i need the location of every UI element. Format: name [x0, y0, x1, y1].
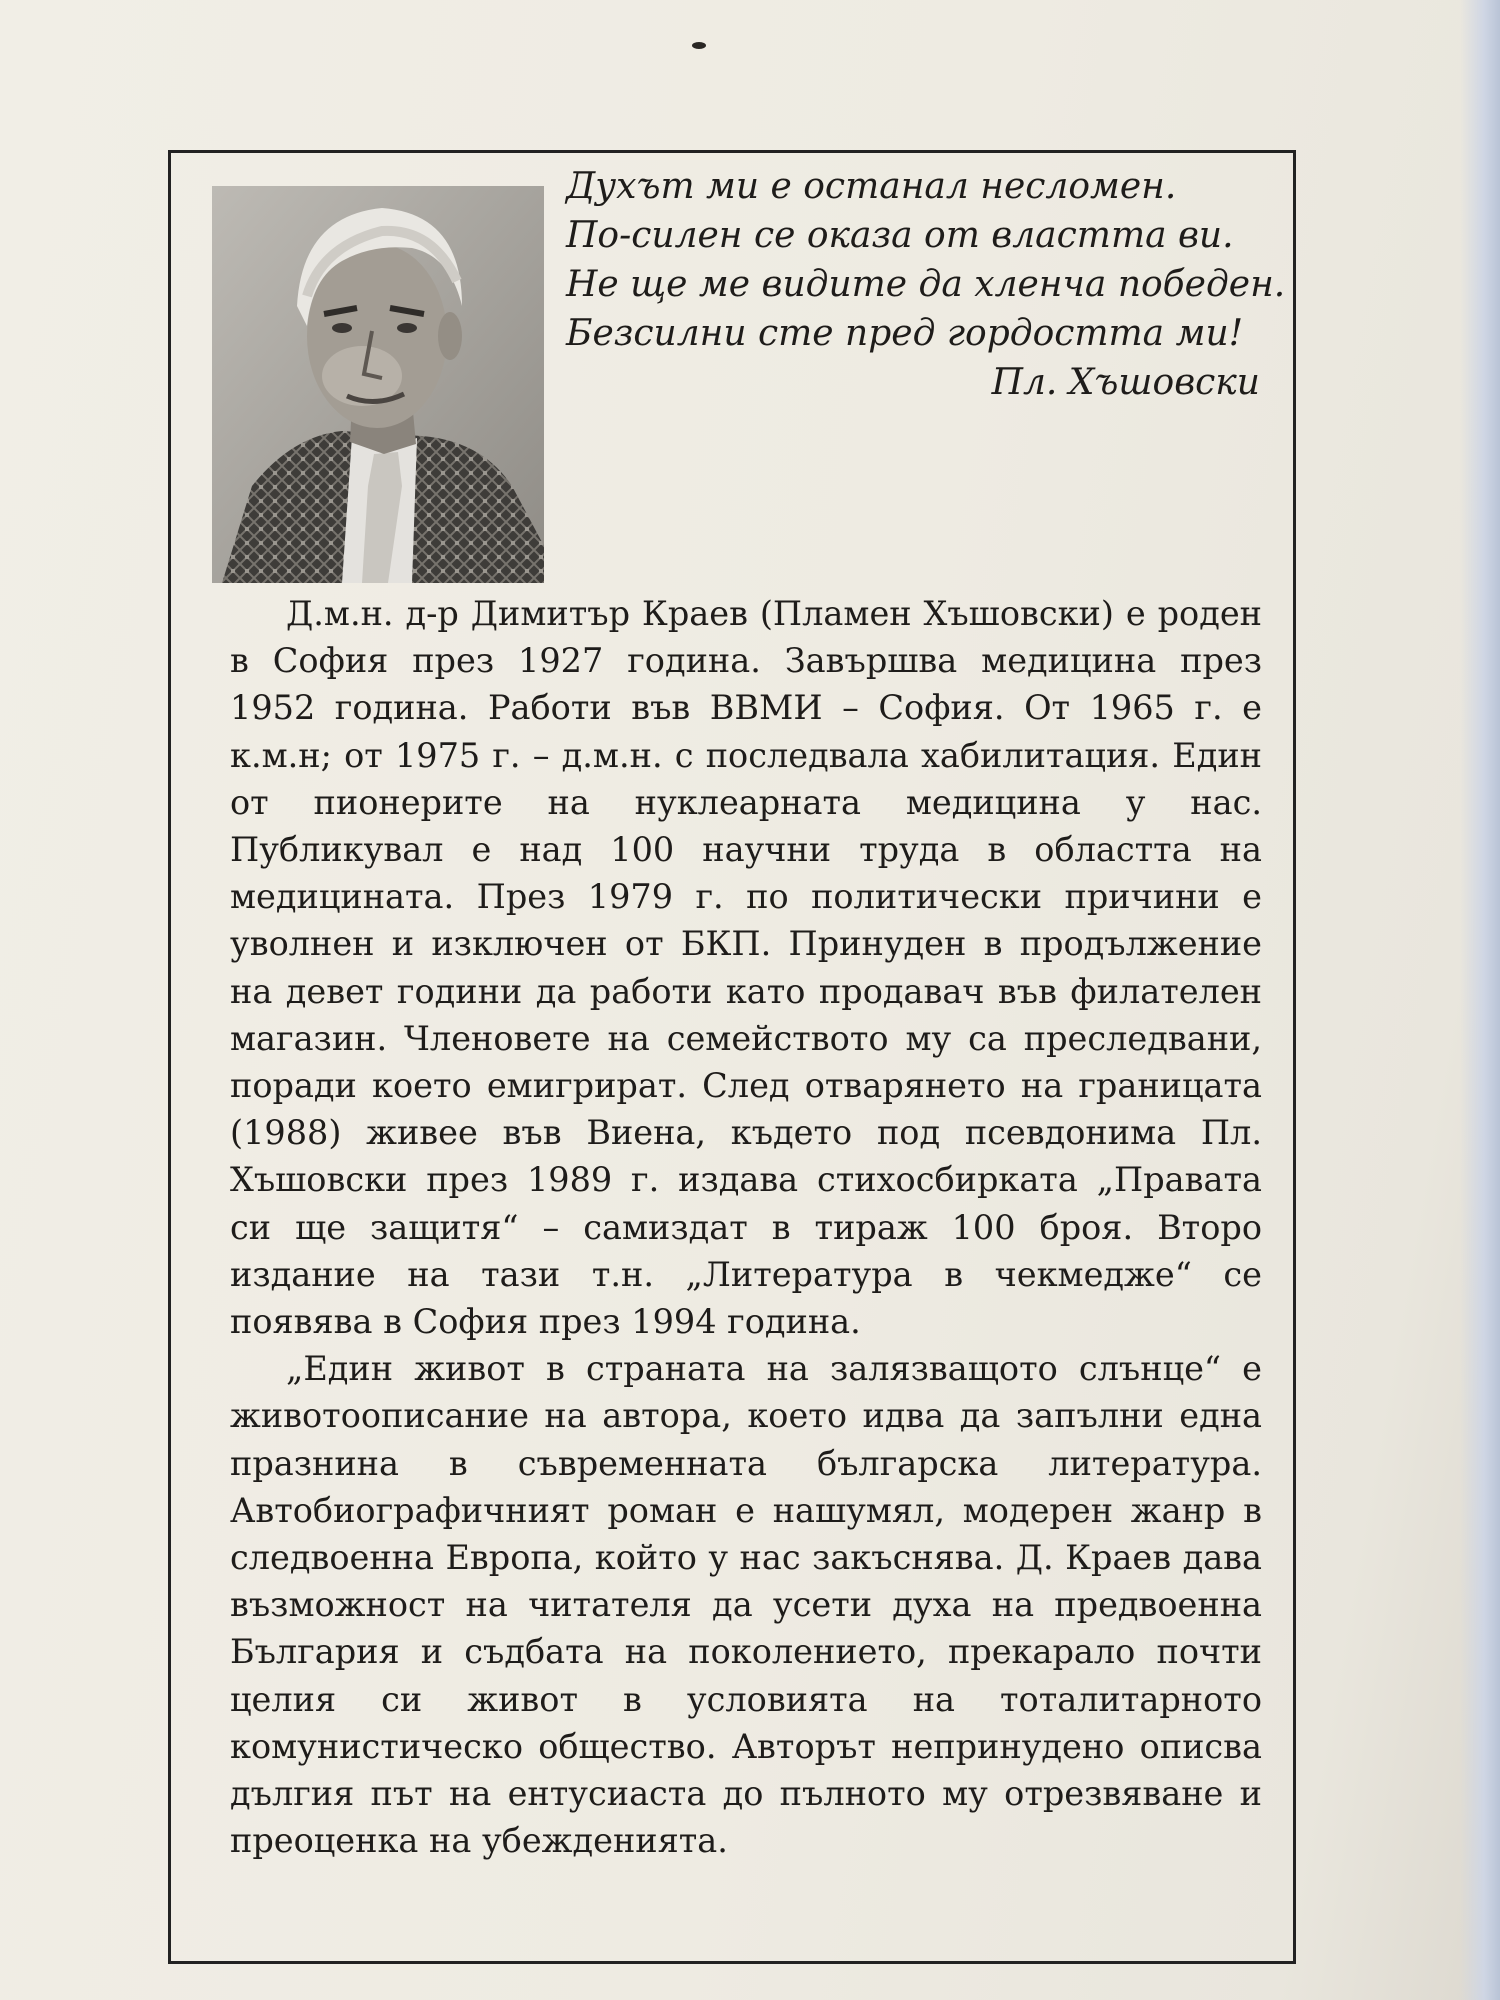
biography-paragraph: „Един живот в страната на залязващото слънце“ е животоописание на автора, което идва да запълни една празнина в съвременната българска литература. Автобиографичният роман е нашумял, модерен жанр в следвоенна Европа, който у нас закъснява. Д. Краев дава възможност на читателя да усети духа на предвоенна България и съдбата на поколението, прекарало почти целия си живот в условията на тоталитарното комунистическо общество. Авторът непринудено описва дългия път на ентусиаста до пълното му отрезвяване и преоценка на убежденията.: [230, 1349, 1262, 1861]
page-edge-stain: [1460, 0, 1500, 2000]
biography-paragraph: Д.м.н. д-р Димитър Краев (Пламен Хъшовски) е роден в София през 1927 година. Завършва медицина през 1952 година. Работи във ВВМИ – София. От 1965 г. е к.м.н; от 1975 г. – д.м.н. с последвала хабилитация. Един от пионерите на нуклеарната медицина у нас. Публикувал е над 100 научни труда в областта на медицината. През 1979 г. по политически причини е уволнен и изключен от БКП. Принуден в продължение на девет години да работи като продавач във филателен магазин. Членовете на семейството му са преследвани, поради което емигрират. След отварянето на границата (1988) живее във Виена, където под псевдонима Пл. Хъшовски през 1989 г. издава стихосбирката „Правата си ще защитя“ – самиздат в тираж 100 броя. Второ издание на тази т.н. „Литература в чекмедже“ се появява в София през 1994 година.: [230, 594, 1262, 1342]
poem-line: По-силен се оказа от властта ви.: [566, 215, 1234, 256]
poem-line: Не ще ме видите да хленча победен.: [566, 264, 1286, 305]
poem-line: Безсилни сте пред гордостта ми!: [566, 313, 1244, 354]
author-portrait-photo: [212, 186, 544, 583]
ink-smudge: [692, 42, 706, 49]
poem-author: Пл. Хъшовски: [991, 362, 1260, 403]
epigraph-poem: [566, 162, 1286, 407]
author-biography: [230, 590, 1262, 1864]
poem-line: Духът ми е останал несломен.: [566, 166, 1177, 207]
